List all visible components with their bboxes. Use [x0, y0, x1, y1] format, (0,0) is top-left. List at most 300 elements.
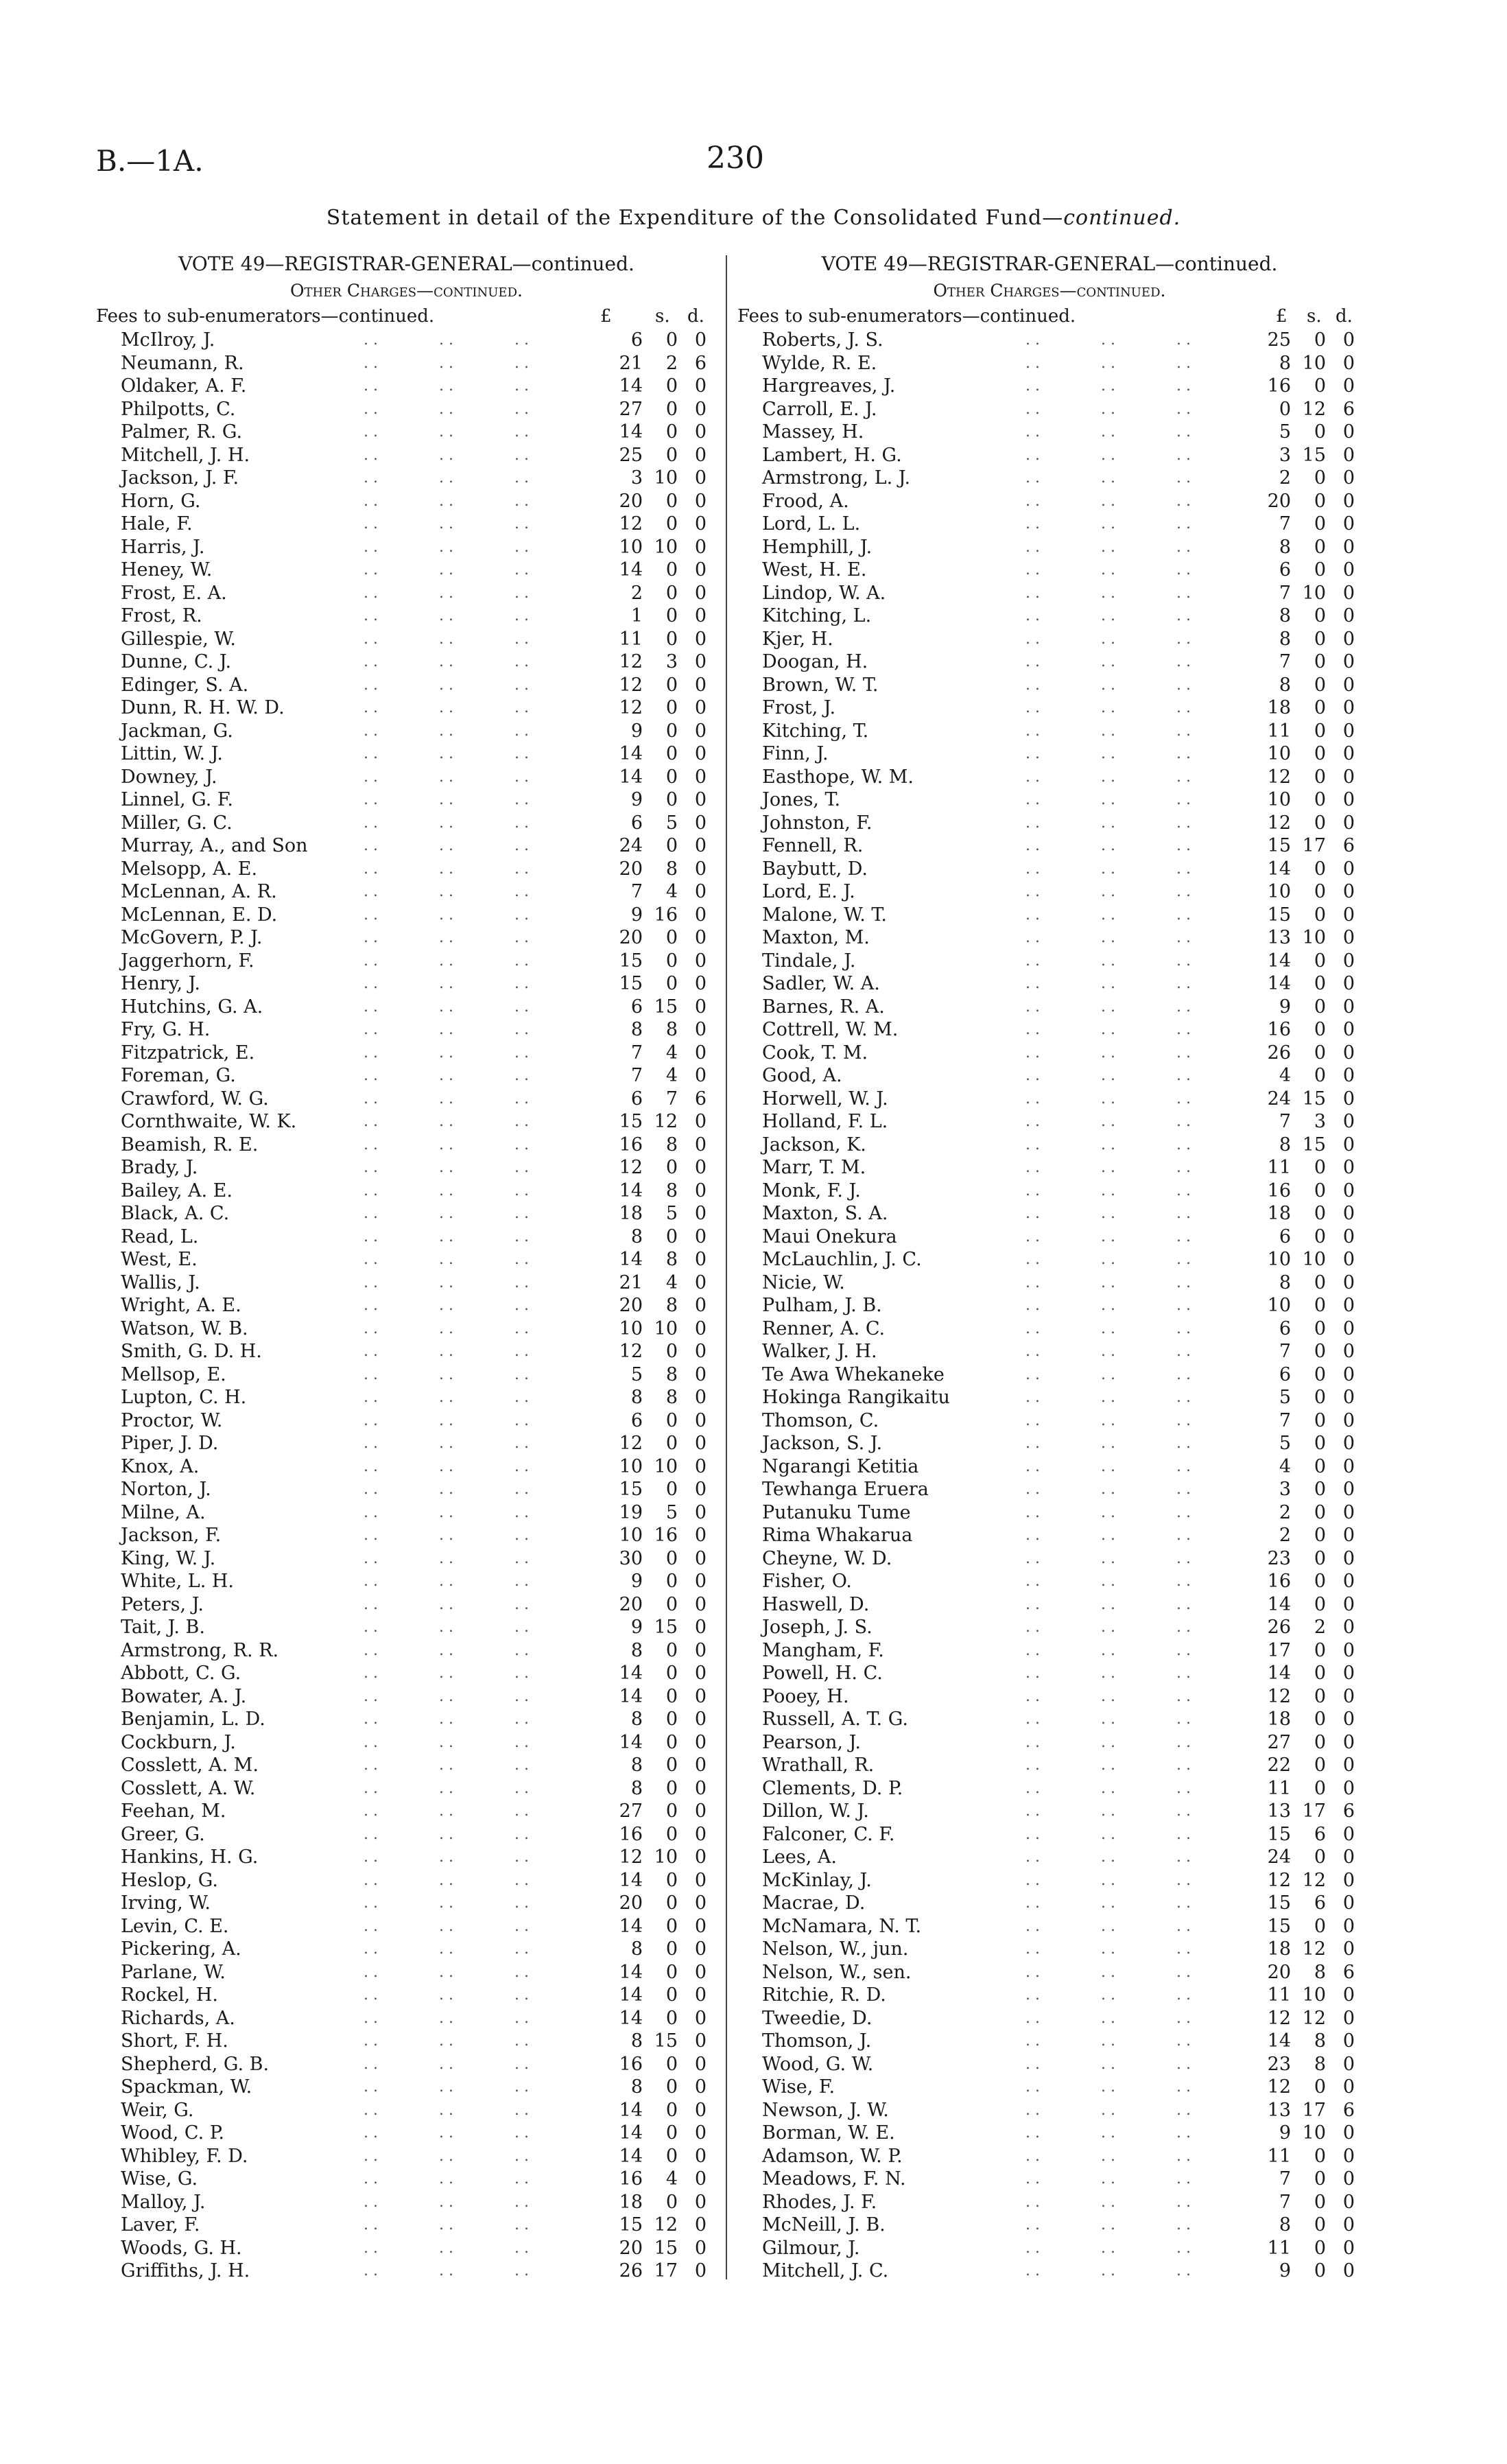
payee-name: Nelson, W., jun.	[762, 1938, 909, 1960]
shillings-amount: 0	[665, 1984, 678, 2006]
shillings-amount: 0	[665, 1663, 678, 1684]
ledger-row: . . . . . . Edinger, S. A. 12 0 0	[121, 674, 707, 696]
ledger-row: . . . . . . Doogan, H. 7 0 0	[762, 651, 1355, 672]
ledger-row: . . . . . . Read, L. 8 0 0	[121, 1225, 707, 1247]
sub-heading: Fees to sub-enumerators—continued.	[96, 306, 435, 327]
pence-amount: 0	[694, 1547, 707, 1569]
pence-amount: 0	[694, 329, 707, 351]
pounds-amount: 11	[1267, 2237, 1291, 2259]
ledger-row: . . . . . . Mitchell, J. C. 9 0 0	[762, 2260, 1355, 2281]
pounds-amount: 1	[630, 605, 643, 626]
pounds-amount: 14	[619, 2145, 643, 2167]
ledger-row: . . . . . . Cornthwaite, W. K. 15 12 0	[121, 1111, 707, 1132]
ledger-row: . . . . . . Holland, F. L. 7 3 0	[762, 1111, 1355, 1132]
shillings-amount: 0	[1314, 1777, 1326, 1799]
ledger-row: . . . . . . McKinlay, J. 12 12 0	[762, 1869, 1355, 1891]
payee-name: Levin, C. E.	[121, 1915, 229, 1937]
payee-name: Black, A. C.	[121, 1203, 230, 1224]
ledger-row: . . . . . . Cockburn, J. 14 0 0	[121, 1731, 707, 1753]
payee-name: Proctor, W.	[121, 1409, 223, 1431]
vote-heading: VOTE 49—REGISTRAR-GENERAL—continued.	[178, 253, 634, 275]
pounds-amount: 10	[619, 1525, 643, 1546]
payee-name: Tewhanga Eruera	[762, 1479, 929, 1500]
shillings-amount: 15	[1302, 1088, 1326, 1110]
pence-amount: 0	[1342, 1225, 1355, 1247]
payee-name: Henry, J.	[121, 973, 200, 994]
pounds-amount: 14	[619, 559, 643, 580]
shillings-header: s.	[1307, 306, 1322, 327]
shillings-amount: 0	[665, 1777, 678, 1799]
payee-name: Jackson, F.	[121, 1525, 222, 1546]
shillings-amount: 0	[665, 789, 678, 810]
pounds-amount: 18	[619, 2191, 643, 2213]
payee-name: Carroll, E. J.	[762, 398, 877, 420]
ledger-row: . . . . . . Rima Whakarua 2 0 0	[762, 1525, 1355, 1546]
pence-amount: 0	[1342, 1915, 1355, 1937]
pence-amount: 0	[1342, 628, 1355, 650]
payee-name: Cornthwaite, W. K.	[121, 1111, 297, 1132]
pounds-amount: 10	[619, 1317, 643, 1339]
payee-name: McLauchlin, J. C.	[762, 1249, 922, 1270]
payee-name: Cheyne, W. D.	[762, 1547, 892, 1569]
ledger-row: . . . . . . Joseph, J. S. 26 2 0	[762, 1617, 1355, 1638]
pounds-amount: 16	[619, 1134, 643, 1155]
pence-header: d.	[1336, 306, 1353, 327]
shillings-amount: 8	[1314, 2030, 1326, 2052]
payee-name: Falconer, C. F.	[762, 1823, 895, 1845]
shillings-amount: 0	[665, 605, 678, 626]
pence-amount: 0	[694, 375, 707, 397]
ledger-row: . . . . . . Armstrong, L. J. 2 0 0	[762, 467, 1355, 489]
pounds-amount: 5	[1279, 421, 1291, 443]
title-continued: —continued.	[1042, 206, 1181, 230]
pounds-amount: 8	[1279, 352, 1291, 374]
pounds-amount: 14	[619, 421, 643, 443]
pounds-amount: 10	[619, 536, 643, 558]
pounds-amount: 17	[1267, 1639, 1291, 1661]
pounds-amount: 25	[619, 444, 643, 466]
shillings-amount: 0	[1314, 1409, 1326, 1431]
pence-amount: 0	[1342, 1065, 1355, 1086]
pence-amount: 0	[694, 2053, 707, 2075]
payee-name: Borman, W. E.	[762, 2122, 895, 2144]
ledger-row: . . . . . . Milne, A. 19 5 0	[121, 1501, 707, 1523]
ledger-row: . . . . . . Short, F. H. 8 15 0	[121, 2030, 707, 2052]
ledger-row: . . . . . . Putanuku Tume 2 0 0	[762, 1501, 1355, 1523]
pounds-amount: 14	[619, 375, 643, 397]
ledger-row: . . . . . . West, H. E. 6 0 0	[762, 559, 1355, 580]
pounds-amount: 8	[1279, 605, 1291, 626]
ledger-row: . . . . . . Ritchie, R. D. 11 10 0	[762, 1984, 1355, 2006]
shillings-amount: 0	[1314, 1846, 1326, 1868]
payee-name: Fry, G. H.	[121, 1019, 211, 1040]
payee-name: Massey, H.	[762, 421, 864, 443]
payee-name: Wise, F.	[762, 2076, 835, 2098]
pounds-amount: 21	[619, 1271, 643, 1293]
shillings-amount: 0	[665, 1892, 678, 1914]
pounds-amount: 14	[619, 1663, 643, 1684]
pence-amount: 0	[694, 1433, 707, 1454]
payee-name: Tweedie, D.	[762, 2007, 873, 2029]
pence-amount: 0	[694, 973, 707, 994]
pence-amount: 0	[694, 1731, 707, 1753]
ledger-row: . . . . . . Pearson, J. 27 0 0	[762, 1731, 1355, 1753]
pence-amount: 0	[694, 1915, 707, 1937]
pence-amount: 0	[1342, 1203, 1355, 1224]
ledger-row: . . . . . . McLennan, E. D. 9 16 0	[121, 904, 707, 926]
pounds-amount: 14	[619, 1961, 643, 1983]
pounds-amount: 12	[619, 1433, 643, 1454]
ledger-row: . . . . . . Russell, A. T. G. 18 0 0	[762, 1709, 1355, 1730]
shillings-amount: 0	[1314, 720, 1326, 742]
pence-amount: 0	[1342, 1249, 1355, 1270]
pence-amount: 0	[1342, 1547, 1355, 1569]
ledger-row: . . . . . . Marr, T. M. 11 0 0	[762, 1157, 1355, 1178]
payee-name: Jones, T.	[762, 789, 841, 810]
payee-name: Wylde, R. E.	[762, 352, 877, 374]
shillings-amount: 0	[1314, 1065, 1326, 1086]
ledger-row: . . . . . . Mangham, F. 17 0 0	[762, 1639, 1355, 1661]
ledger-row: . . . . . . Frost, J. 18 0 0	[762, 697, 1355, 718]
shillings-amount: 0	[1314, 697, 1326, 718]
shillings-amount: 0	[1314, 628, 1326, 650]
shillings-amount: 3	[1314, 1111, 1326, 1132]
pence-amount: 0	[694, 1225, 707, 1247]
shillings-amount: 8	[665, 1019, 678, 1040]
pence-amount: 0	[694, 1134, 707, 1155]
ledger-row: . . . . . . McLauchlin, J. C. 10 10 0	[762, 1249, 1355, 1270]
ledger-row: . . . . . . Pickering, A. 8 0 0	[121, 1938, 707, 1960]
ledger-row: . . . . . . Woods, G. H. 20 15 0	[121, 2237, 707, 2259]
shillings-amount: 0	[665, 674, 678, 696]
pence-amount: 0	[694, 1203, 707, 1224]
payee-name: Fitzpatrick, E.	[121, 1042, 255, 1064]
pence-amount: 0	[694, 1593, 707, 1615]
pence-amount: 0	[694, 628, 707, 650]
shillings-amount: 0	[1314, 1709, 1326, 1730]
shillings-amount: 0	[665, 2122, 678, 2144]
shillings-amount: 4	[665, 1042, 678, 1064]
payee-name: Meadows, F. N.	[762, 2168, 906, 2190]
shillings-amount: 10	[1302, 2122, 1326, 2144]
pence-amount: 0	[694, 1800, 707, 1822]
pence-amount: 0	[1342, 1317, 1355, 1339]
shillings-amount: 4	[665, 2168, 678, 2190]
pounds-amount: 23	[1267, 2053, 1291, 2075]
pence-amount: 0	[694, 674, 707, 696]
shillings-amount: 0	[665, 1157, 678, 1178]
ledger-row: . . . . . . Norton, J. 15 0 0	[121, 1479, 707, 1500]
ledger-row: . . . . . . Smith, G. D. H. 12 0 0	[121, 1341, 707, 1362]
ledger-row: . . . . . . King, W. J. 30 0 0	[121, 1547, 707, 1569]
ledger-row: . . . . . . Abbott, C. G. 14 0 0	[121, 1663, 707, 1684]
payee-name: Easthope, W. M.	[762, 766, 914, 788]
pence-amount: 0	[1342, 1731, 1355, 1753]
payee-name: Nelson, W., sen.	[762, 1961, 912, 1983]
ledger-row: . . . . . . Walker, J. H. 7 0 0	[762, 1341, 1355, 1362]
pounds-amount: 11	[619, 628, 643, 650]
payee-name: Tait, J. B.	[121, 1617, 205, 1638]
shillings-amount: 0	[665, 1479, 678, 1500]
ledger-row: . . . . . . Kitching, T. 11 0 0	[762, 720, 1355, 742]
shillings-amount: 0	[665, 444, 678, 466]
pounds-amount: 13	[1267, 1800, 1291, 1822]
payee-name: Haswell, D.	[762, 1593, 870, 1615]
pence-amount: 0	[1342, 513, 1355, 535]
payee-name: Brown, W. T.	[762, 674, 879, 696]
pence-amount: 0	[694, 1755, 707, 1776]
payee-name: Wallis, J.	[121, 1271, 200, 1293]
payee-name: Harris, J.	[121, 536, 205, 558]
ledger-row: . . . . . . Sadler, W. A. 14 0 0	[762, 973, 1355, 994]
shillings-amount: 0	[1314, 1295, 1326, 1316]
pence-amount: 0	[1342, 1180, 1355, 1201]
ledger-row: . . . . . . Powell, H. C. 14 0 0	[762, 1663, 1355, 1684]
shillings-amount: 0	[1314, 1479, 1326, 1500]
ledger-row: . . . . . . Good, A. 4 0 0	[762, 1065, 1355, 1086]
pence-amount: 0	[694, 421, 707, 443]
payee-name: Murray, A., and Son	[121, 835, 308, 856]
payee-name: Baybutt, D.	[762, 858, 868, 880]
pounds-amount: 14	[619, 1180, 643, 1201]
pounds-amount: 7	[1279, 1409, 1291, 1431]
shillings-amount: 0	[1314, 536, 1326, 558]
shillings-amount: 4	[665, 1065, 678, 1086]
payee-name: Dillon, W. J.	[762, 1800, 869, 1822]
ledger-row: . . . . . . Hemphill, J. 8 0 0	[762, 536, 1355, 558]
pounds-amount: 7	[1279, 1111, 1291, 1132]
payee-name: Crawford, W. G.	[121, 1088, 269, 1110]
payee-name: Hemphill, J.	[762, 536, 873, 558]
pounds-amount: 16	[1267, 375, 1291, 397]
pence-amount: 0	[1342, 582, 1355, 604]
payee-name: Armstrong, L. J.	[762, 467, 911, 489]
shillings-amount: 2	[665, 352, 678, 374]
pounds-amount: 19	[619, 1501, 643, 1523]
pence-amount: 0	[694, 605, 707, 626]
pounds-amount: 8	[630, 1387, 643, 1408]
shillings-amount: 0	[1314, 1915, 1326, 1937]
shillings-amount: 0	[1314, 1639, 1326, 1661]
pence-amount: 0	[1342, 559, 1355, 580]
pence-amount: 0	[1342, 1501, 1355, 1523]
pounds-amount: 14	[1267, 1593, 1291, 1615]
pounds-amount: 6	[630, 812, 643, 834]
pence-header: d.	[687, 306, 704, 327]
ledger-row: . . . . . . West, E. 14 8 0	[121, 1249, 707, 1270]
shillings-amount: 0	[1314, 1019, 1326, 1040]
other-charges-heading: Other Charges—continued.	[933, 281, 1166, 301]
pounds-amount: 6	[1279, 1363, 1291, 1385]
shillings-amount: 0	[665, 1869, 678, 1891]
ledger-row: . . . . . . Horwell, W. J. 24 15 0	[762, 1088, 1355, 1110]
pence-amount: 0	[1342, 352, 1355, 374]
pence-amount: 0	[1342, 444, 1355, 466]
sub-heading-row	[737, 304, 1362, 329]
ledger-row: . . . . . . Parlane, W. 14 0 0	[121, 1961, 707, 1983]
payee-name: Joseph, J. S.	[762, 1617, 873, 1638]
pounds-amount: 8	[1279, 1271, 1291, 1293]
pence-amount: 0	[1342, 605, 1355, 626]
pence-amount: 6	[1342, 1961, 1355, 1983]
pence-amount: 0	[1342, 1755, 1355, 1776]
shillings-amount: 0	[665, 559, 678, 580]
ledger-row: . . . . . . Wise, F. 12 0 0	[762, 2076, 1355, 2098]
pence-amount: 0	[1342, 2237, 1355, 2259]
payee-name: Rima Whakarua	[762, 1525, 913, 1546]
ledger-row: . . . . . . Macrae, D. 15 6 0	[762, 1892, 1355, 1914]
pounds-amount: 9	[630, 904, 643, 926]
shillings-amount: 12	[1302, 1938, 1326, 1960]
pence-amount: 0	[694, 444, 707, 466]
ledger-row: . . . . . . Tait, J. B. 9 15 0	[121, 1617, 707, 1638]
ledger-row: . . . . . . Beamish, R. E. 16 8 0	[121, 1134, 707, 1155]
shillings-amount: 0	[1314, 1755, 1326, 1776]
shillings-amount: 15	[654, 996, 678, 1018]
shillings-amount: 0	[665, 2191, 678, 2213]
shillings-amount: 8	[665, 858, 678, 880]
document-reference: B.—1A.	[96, 144, 204, 178]
payee-name: Thomson, C.	[762, 1409, 879, 1431]
shillings-amount: 0	[1314, 2260, 1326, 2281]
payee-name: Spackman, W.	[121, 2076, 252, 2098]
pounds-amount: 20	[1267, 490, 1291, 512]
pence-amount: 0	[1342, 375, 1355, 397]
pounds-amount: 13	[1267, 2099, 1291, 2121]
shillings-amount: 17	[1302, 1800, 1326, 1822]
shillings-amount: 2	[1314, 1617, 1326, 1638]
pounds-amount: 12	[619, 674, 643, 696]
shillings-amount: 0	[1314, 467, 1326, 489]
pence-amount: 0	[1342, 1685, 1355, 1707]
pounds-amount: 9	[630, 720, 643, 742]
ledger-row: . . . . . . Oldaker, A. F. 14 0 0	[121, 375, 707, 397]
page-title	[0, 206, 1507, 230]
pounds-amount: 16	[619, 1823, 643, 1845]
payee-name: Cook, T. M.	[762, 1042, 868, 1064]
ledger-row: . . . . . . Spackman, W. 8 0 0	[121, 2076, 707, 2098]
pounds-amount: 5	[1279, 1387, 1291, 1408]
shillings-amount: 8	[665, 1249, 678, 1270]
pence-amount: 0	[1342, 2007, 1355, 2029]
payee-name: West, E.	[121, 1249, 198, 1270]
pence-amount: 0	[1342, 2191, 1355, 2213]
ledger-row: . . . . . . Renner, A. C. 6 0 0	[762, 1317, 1355, 1339]
shillings-amount: 0	[1314, 1571, 1326, 1592]
pence-amount: 0	[694, 1019, 707, 1040]
pence-amount: 0	[1342, 1663, 1355, 1684]
shillings-amount: 0	[1314, 651, 1326, 672]
pence-amount: 0	[694, 1271, 707, 1293]
shillings-amount: 0	[665, 421, 678, 443]
pounds-amount: 27	[1267, 1731, 1291, 1753]
pence-amount: 0	[1342, 1777, 1355, 1799]
shillings-amount: 0	[1314, 766, 1326, 788]
payee-name: Peters, J.	[121, 1593, 204, 1615]
payee-name: Mitchell, J. H.	[121, 444, 250, 466]
shillings-amount: 0	[1314, 1203, 1326, 1224]
shillings-amount: 10	[654, 1846, 678, 1868]
pounds-amount: 8	[1279, 536, 1291, 558]
payee-name: Melsopp, A. E.	[121, 858, 258, 880]
payee-name: Abbott, C. G.	[121, 1663, 241, 1684]
shillings-amount: 0	[665, 1547, 678, 1569]
pence-amount: 0	[1342, 720, 1355, 742]
payee-name: Whibley, F. D.	[121, 2145, 248, 2167]
ledger-row: . . . . . . Monk, F. J. 16 0 0	[762, 1180, 1355, 1201]
pence-amount: 0	[694, 2168, 707, 2190]
shillings-amount: 0	[665, 2099, 678, 2121]
shillings-amount: 0	[665, 1709, 678, 1730]
pence-amount: 6	[1342, 835, 1355, 856]
pounds-amount: 12	[1267, 812, 1291, 834]
payee-name: Adamson, W. P.	[762, 2145, 903, 2167]
payee-name: Bowater, A. J.	[121, 1685, 247, 1707]
pounds-amount: 9	[630, 1571, 643, 1592]
ledger-row: . . . . . . Feehan, M. 27 0 0	[121, 1800, 707, 1822]
pounds-amount: 11	[1267, 720, 1291, 742]
payee-name: McIlroy, J.	[121, 329, 215, 351]
ledger-row: . . . . . . Brady, J. 12 0 0	[121, 1157, 707, 1178]
payee-name: Te Awa Whekaneke	[762, 1363, 945, 1385]
payee-name: McGovern, P. J.	[121, 927, 263, 948]
pounds-amount: 16	[619, 2053, 643, 2075]
pence-amount: 0	[694, 2007, 707, 2029]
shillings-amount: 0	[1314, 1157, 1326, 1178]
ledger-row: . . . . . . Armstrong, R. R. 8 0 0	[121, 1639, 707, 1661]
sub-heading: Fees to sub-enumerators—continued.	[737, 306, 1076, 327]
shillings-amount: 0	[1314, 1363, 1326, 1385]
pence-amount: 0	[1342, 1157, 1355, 1178]
payee-name: Lord, E. J.	[762, 881, 855, 902]
payee-name: Dunne, C. J.	[121, 651, 232, 672]
payee-name: Watson, W. B.	[121, 1317, 248, 1339]
ledger-row: . . . . . . Laver, F. 15 12 0	[121, 2214, 707, 2236]
pounds-amount: 20	[619, 1892, 643, 1914]
pounds-amount: 14	[619, 766, 643, 788]
pence-amount: 0	[694, 1180, 707, 1201]
pence-amount: 0	[694, 1042, 707, 1064]
ledger-row: . . . . . . White, L. H. 9 0 0	[121, 1571, 707, 1592]
shillings-amount: 7	[665, 1088, 678, 1110]
payee-name: McLennan, A. R.	[121, 881, 277, 902]
ledger-row: . . . . . . Jackson, F. 10 16 0	[121, 1525, 707, 1546]
shillings-amount: 8	[665, 1363, 678, 1385]
pence-amount: 0	[694, 1777, 707, 1799]
shillings-amount: 0	[665, 1593, 678, 1615]
pounds-amount: 9	[1279, 2122, 1291, 2144]
payee-name: Macrae, D.	[762, 1892, 866, 1914]
payee-name: King, W. J.	[121, 1547, 216, 1569]
payee-name: Smith, G. D. H.	[121, 1341, 262, 1362]
payee-name: Bailey, A. E.	[121, 1180, 233, 1201]
pounds-amount: 15	[619, 950, 643, 972]
pounds-amount: 2	[1279, 1501, 1291, 1523]
shillings-amount: 0	[1314, 812, 1326, 834]
pence-amount: 0	[1342, 1387, 1355, 1408]
payee-name: Sadler, W. A.	[762, 973, 880, 994]
pence-amount: 0	[1342, 1409, 1355, 1431]
payee-name: Russell, A. T. G.	[762, 1709, 908, 1730]
pounds-header: £	[600, 306, 612, 327]
pence-amount: 6	[694, 1088, 707, 1110]
payee-name: Laver, F.	[121, 2214, 200, 2236]
shillings-amount: 8	[665, 1134, 678, 1155]
pounds-amount: 6	[630, 1409, 643, 1431]
payee-name: Powell, H. C.	[762, 1663, 883, 1684]
pounds-amount: 26	[619, 2260, 643, 2281]
payee-name: Neumann, R.	[121, 352, 244, 374]
